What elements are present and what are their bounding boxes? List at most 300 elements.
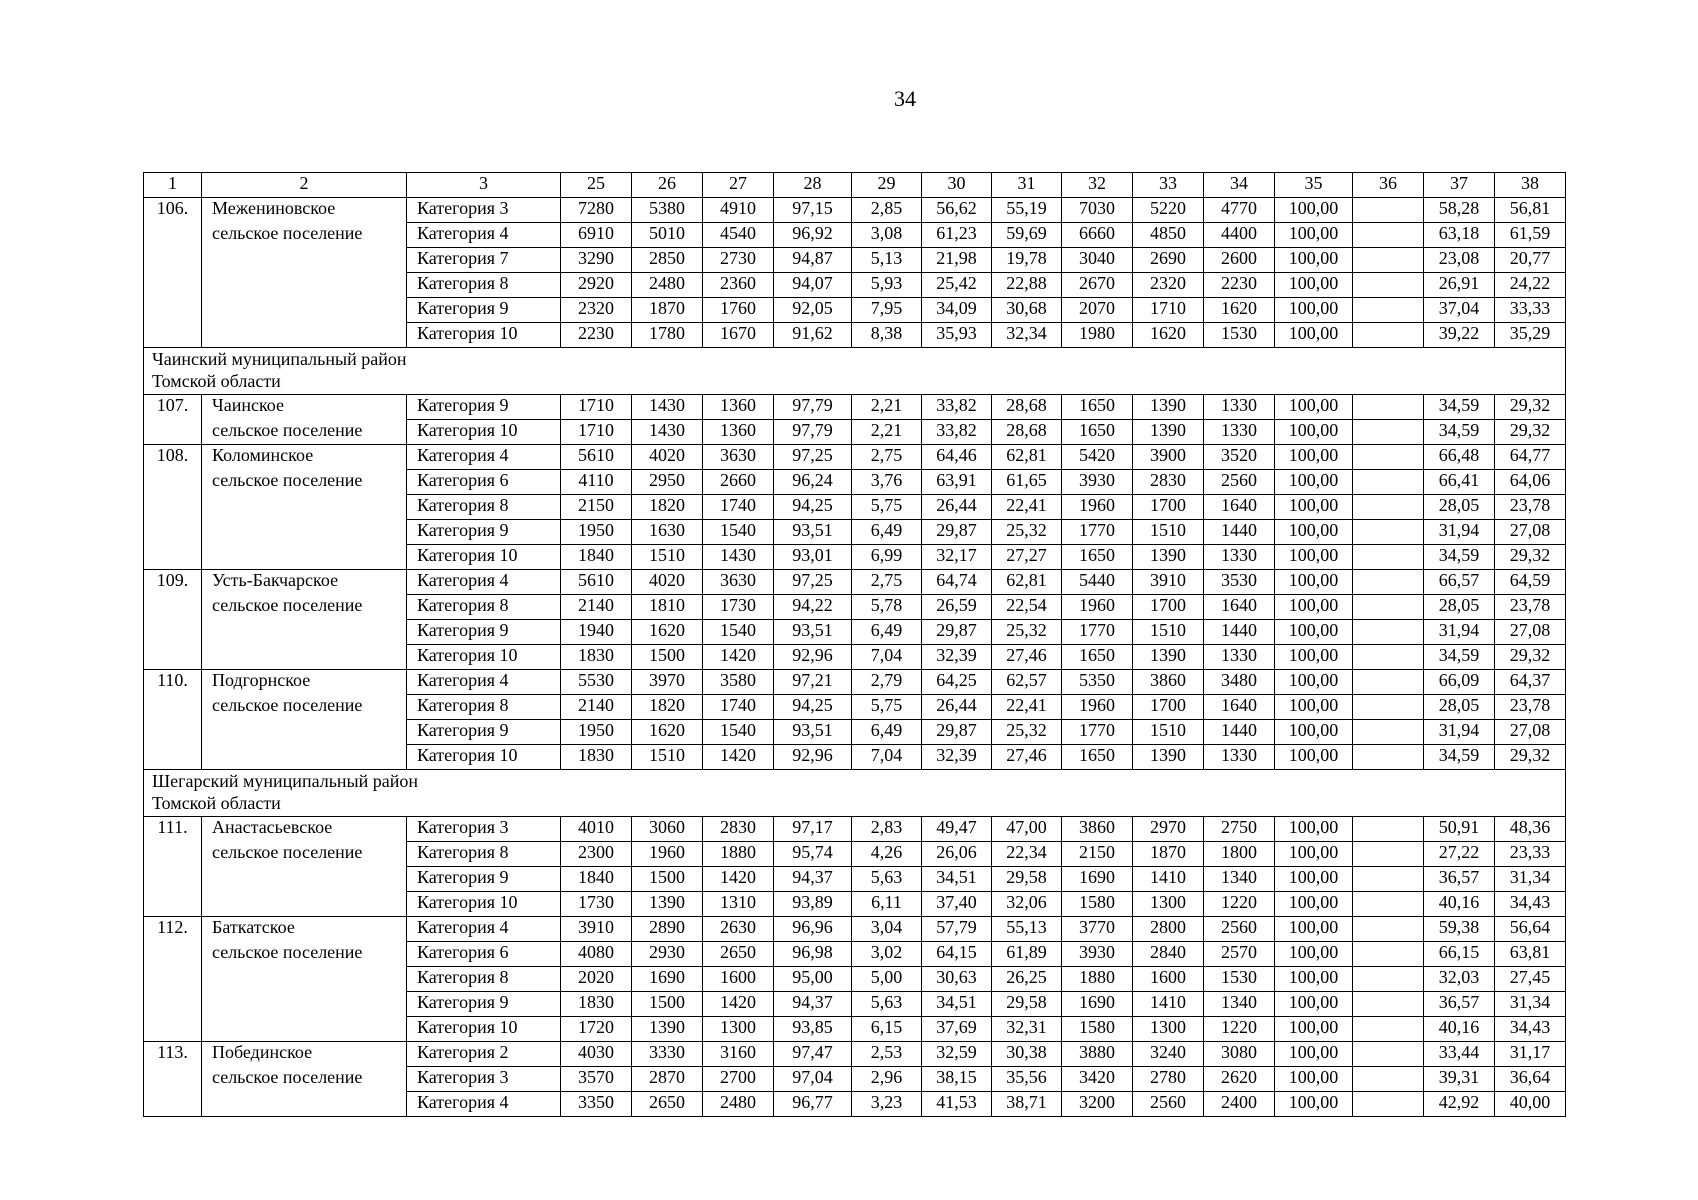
value-cell (1353, 867, 1424, 892)
table-row (144, 745, 1566, 770)
value-cell: 34,09 (922, 298, 992, 323)
value-cell (1353, 917, 1424, 942)
value-cell: 100,00 (1275, 298, 1353, 323)
settlement-name (202, 892, 407, 917)
value-cell: 100,00 (1275, 1067, 1353, 1092)
value-cell: 1690 (632, 967, 703, 992)
settlement-name: Подгорнское (202, 670, 407, 695)
table-row (144, 967, 1566, 992)
value-cell (1353, 720, 1424, 745)
settlement-name (202, 967, 407, 992)
value-cell: 56,64 (1495, 917, 1566, 942)
value-cell: 64,77 (1495, 445, 1566, 470)
value-cell: 1720 (561, 1017, 632, 1042)
category-cell: Категория 4 (407, 445, 561, 470)
value-cell: 2870 (632, 1067, 703, 1092)
value-cell: 29,32 (1495, 395, 1566, 420)
value-cell: 66,41 (1424, 470, 1495, 495)
value-cell: 59,38 (1424, 917, 1495, 942)
value-cell: 35,93 (922, 323, 992, 348)
settlement-name (202, 745, 407, 770)
settlement-number (144, 323, 202, 348)
value-cell: 42,92 (1424, 1092, 1495, 1117)
settlement-number (144, 1017, 202, 1042)
value-cell: 26,44 (922, 695, 992, 720)
value-cell: 100,00 (1275, 645, 1353, 670)
column-header: 33 (1133, 173, 1204, 198)
value-cell: 92,96 (774, 745, 852, 770)
value-cell: 36,64 (1495, 1067, 1566, 1092)
value-cell: 37,04 (1424, 298, 1495, 323)
value-cell: 100,00 (1275, 967, 1353, 992)
value-cell: 1700 (1133, 595, 1204, 620)
settlement-number (144, 1092, 202, 1117)
value-cell: 1390 (1133, 420, 1204, 445)
value-cell: 94,25 (774, 695, 852, 720)
settlement-number: 108. (144, 445, 202, 470)
settlement-name (202, 867, 407, 892)
value-cell: 34,59 (1424, 395, 1495, 420)
value-cell: 1840 (561, 867, 632, 892)
value-cell: 7,04 (852, 745, 922, 770)
value-cell (1353, 695, 1424, 720)
value-cell: 32,39 (922, 645, 992, 670)
value-cell: 1540 (703, 620, 774, 645)
table-row (144, 323, 1566, 348)
value-cell: 34,59 (1424, 645, 1495, 670)
value-cell: 28,05 (1424, 595, 1495, 620)
value-cell: 1420 (703, 867, 774, 892)
value-cell: 2830 (1133, 470, 1204, 495)
category-cell: Категория 3 (407, 198, 561, 223)
value-cell: 1540 (703, 520, 774, 545)
value-cell: 5530 (561, 670, 632, 695)
column-header: 28 (774, 173, 852, 198)
value-cell: 1840 (561, 545, 632, 570)
value-cell: 1830 (561, 745, 632, 770)
value-cell: 1770 (1062, 520, 1133, 545)
value-cell: 1650 (1062, 645, 1133, 670)
value-cell: 100,00 (1275, 817, 1353, 842)
value-cell: 26,59 (922, 595, 992, 620)
value-cell: 1810 (632, 595, 703, 620)
value-cell: 66,09 (1424, 670, 1495, 695)
district-row (144, 770, 1566, 817)
category-cell: Категория 6 (407, 942, 561, 967)
value-cell: 50,91 (1424, 817, 1495, 842)
value-cell: 27,22 (1424, 842, 1495, 867)
value-cell: 3,76 (852, 470, 922, 495)
value-cell: 1420 (703, 645, 774, 670)
value-cell: 27,27 (992, 545, 1062, 570)
value-cell: 4400 (1204, 223, 1275, 248)
value-cell: 5610 (561, 570, 632, 595)
category-cell: Категория 9 (407, 867, 561, 892)
value-cell: 2320 (1133, 273, 1204, 298)
value-cell: 2750 (1204, 817, 1275, 842)
category-cell: Категория 4 (407, 570, 561, 595)
category-cell: Категория 3 (407, 1067, 561, 1092)
value-cell: 2560 (1133, 1092, 1204, 1117)
value-cell: 100,00 (1275, 917, 1353, 942)
value-cell: 37,40 (922, 892, 992, 917)
value-cell: 27,08 (1495, 520, 1566, 545)
value-cell: 22,88 (992, 273, 1062, 298)
district-title-line: Шегарский муниципальный район (152, 771, 419, 791)
value-cell: 35,29 (1495, 323, 1566, 348)
value-cell: 1340 (1204, 992, 1275, 1017)
value-cell: 100,00 (1275, 842, 1353, 867)
table-row (144, 445, 1566, 470)
value-cell: 25,32 (992, 620, 1062, 645)
value-cell: 1330 (1204, 395, 1275, 420)
value-cell: 3060 (632, 817, 703, 842)
value-cell: 34,59 (1424, 420, 1495, 445)
table-row (144, 917, 1566, 942)
value-cell: 1670 (703, 323, 774, 348)
category-cell: Категория 8 (407, 842, 561, 867)
value-cell: 29,87 (922, 520, 992, 545)
category-cell: Категория 10 (407, 323, 561, 348)
value-cell (1353, 495, 1424, 520)
value-cell: 64,37 (1495, 670, 1566, 695)
settlement-name (202, 520, 407, 545)
value-cell: 22,34 (992, 842, 1062, 867)
value-cell: 5350 (1062, 670, 1133, 695)
value-cell: 100,00 (1275, 892, 1353, 917)
value-cell: 1870 (632, 298, 703, 323)
value-cell: 3570 (561, 1067, 632, 1092)
value-cell: 61,23 (922, 223, 992, 248)
value-cell: 2560 (1204, 470, 1275, 495)
value-cell: 1430 (632, 420, 703, 445)
value-cell: 1300 (1133, 1017, 1204, 1042)
value-cell: 1880 (703, 842, 774, 867)
settlement-number (144, 695, 202, 720)
value-cell: 100,00 (1275, 520, 1353, 545)
value-cell: 66,57 (1424, 570, 1495, 595)
value-cell: 1640 (1204, 495, 1275, 520)
value-cell: 3420 (1062, 1067, 1133, 1092)
value-cell: 1430 (632, 395, 703, 420)
settlement-name: сельское поселение (202, 595, 407, 620)
settlement-number (144, 520, 202, 545)
value-cell: 3040 (1062, 248, 1133, 273)
value-cell: 3630 (703, 445, 774, 470)
value-cell: 5220 (1133, 198, 1204, 223)
value-cell: 4020 (632, 445, 703, 470)
settlement-name (202, 298, 407, 323)
value-cell: 100,00 (1275, 495, 1353, 520)
value-cell: 2,75 (852, 570, 922, 595)
value-cell: 4010 (561, 817, 632, 842)
value-cell: 32,17 (922, 545, 992, 570)
value-cell: 1950 (561, 720, 632, 745)
category-cell: Категория 10 (407, 645, 561, 670)
category-cell: Категория 8 (407, 595, 561, 620)
value-cell: 3080 (1204, 1042, 1275, 1067)
value-cell: 39,31 (1424, 1067, 1495, 1092)
value-cell: 94,37 (774, 992, 852, 1017)
value-cell: 1700 (1133, 695, 1204, 720)
value-cell: 1760 (703, 298, 774, 323)
value-cell (1353, 645, 1424, 670)
table-row (144, 223, 1566, 248)
value-cell: 20,77 (1495, 248, 1566, 273)
value-cell: 5,13 (852, 248, 922, 273)
value-cell: 6,15 (852, 1017, 922, 1042)
value-cell: 1530 (1204, 323, 1275, 348)
value-cell: 63,18 (1424, 223, 1495, 248)
table-row (144, 942, 1566, 967)
value-cell: 2970 (1133, 817, 1204, 842)
value-cell: 1390 (632, 1017, 703, 1042)
value-cell: 97,79 (774, 420, 852, 445)
settlement-number (144, 942, 202, 967)
table-row (144, 298, 1566, 323)
table-row (144, 570, 1566, 595)
value-cell: 3900 (1133, 445, 1204, 470)
value-cell: 100,00 (1275, 223, 1353, 248)
value-cell: 3880 (1062, 1042, 1133, 1067)
value-cell: 64,25 (922, 670, 992, 695)
value-cell: 37,69 (922, 1017, 992, 1042)
value-cell: 64,46 (922, 445, 992, 470)
settlement-number (144, 298, 202, 323)
value-cell: 4540 (703, 223, 774, 248)
value-cell: 40,00 (1495, 1092, 1566, 1117)
value-cell: 100,00 (1275, 545, 1353, 570)
value-cell: 1620 (632, 620, 703, 645)
settlement-name: сельское поселение (202, 695, 407, 720)
column-header: 38 (1495, 173, 1566, 198)
value-cell: 91,62 (774, 323, 852, 348)
value-cell: 1440 (1204, 720, 1275, 745)
value-cell: 2,85 (852, 198, 922, 223)
value-cell: 100,00 (1275, 248, 1353, 273)
value-cell: 100,00 (1275, 445, 1353, 470)
column-header: 26 (632, 173, 703, 198)
table-row (144, 273, 1566, 298)
value-cell: 2,21 (852, 420, 922, 445)
value-cell: 100,00 (1275, 470, 1353, 495)
value-cell: 2700 (703, 1067, 774, 1092)
category-cell: Категория 9 (407, 992, 561, 1017)
value-cell: 32,39 (922, 745, 992, 770)
settlement-name (202, 323, 407, 348)
value-cell (1353, 992, 1424, 1017)
value-cell: 29,58 (992, 867, 1062, 892)
category-cell: Категория 8 (407, 495, 561, 520)
value-cell: 1600 (1133, 967, 1204, 992)
value-cell: 59,69 (992, 223, 1062, 248)
value-cell: 5010 (632, 223, 703, 248)
value-cell: 1960 (1062, 695, 1133, 720)
value-cell: 23,08 (1424, 248, 1495, 273)
settlement-number (144, 620, 202, 645)
settlement-name (202, 273, 407, 298)
table-row (144, 1092, 1566, 1117)
value-cell: 93,51 (774, 720, 852, 745)
settlement-name: Анастасьевское (202, 817, 407, 842)
table-row (144, 595, 1566, 620)
value-cell: 1710 (561, 420, 632, 445)
value-cell: 100,00 (1275, 670, 1353, 695)
column-header: 32 (1062, 173, 1133, 198)
value-cell: 63,81 (1495, 942, 1566, 967)
value-cell: 1410 (1133, 867, 1204, 892)
value-cell: 64,15 (922, 942, 992, 967)
value-cell: 29,87 (922, 620, 992, 645)
value-cell: 31,34 (1495, 992, 1566, 1017)
settlement-number (144, 745, 202, 770)
settlement-number: 111. (144, 817, 202, 842)
category-cell: Категория 10 (407, 745, 561, 770)
value-cell: 30,63 (922, 967, 992, 992)
value-cell: 1960 (1062, 495, 1133, 520)
value-cell (1353, 198, 1424, 223)
value-cell: 97,25 (774, 445, 852, 470)
settlement-number (144, 595, 202, 620)
settlement-name: Баткатское (202, 917, 407, 942)
value-cell: 100,00 (1275, 273, 1353, 298)
value-cell (1353, 620, 1424, 645)
value-cell: 96,77 (774, 1092, 852, 1117)
value-cell: 39,22 (1424, 323, 1495, 348)
value-cell: 2930 (632, 942, 703, 967)
value-cell: 29,87 (922, 720, 992, 745)
value-cell: 7280 (561, 198, 632, 223)
table-row (144, 695, 1566, 720)
value-cell: 29,32 (1495, 545, 1566, 570)
settlement-name: Побединское (202, 1042, 407, 1067)
value-cell: 2150 (1062, 842, 1133, 867)
column-header: 34 (1204, 173, 1275, 198)
value-cell: 3930 (1062, 470, 1133, 495)
settlement-number (144, 720, 202, 745)
table-row (144, 395, 1566, 420)
value-cell: 3910 (561, 917, 632, 942)
value-cell: 26,06 (922, 842, 992, 867)
value-cell: 2360 (703, 273, 774, 298)
value-cell: 1300 (703, 1017, 774, 1042)
value-cell: 4080 (561, 942, 632, 967)
value-cell: 23,78 (1495, 495, 1566, 520)
value-cell (1353, 273, 1424, 298)
value-cell: 1640 (1204, 695, 1275, 720)
value-cell: 97,25 (774, 570, 852, 595)
value-cell: 93,51 (774, 620, 852, 645)
category-cell: Категория 8 (407, 967, 561, 992)
value-cell: 64,06 (1495, 470, 1566, 495)
value-cell: 30,38 (992, 1042, 1062, 1067)
value-cell: 34,43 (1495, 1017, 1566, 1042)
value-cell: 1330 (1204, 420, 1275, 445)
column-header: 29 (852, 173, 922, 198)
value-cell: 3160 (703, 1042, 774, 1067)
value-cell: 2690 (1133, 248, 1204, 273)
value-cell: 28,68 (992, 420, 1062, 445)
value-cell: 1630 (632, 520, 703, 545)
value-cell: 2650 (703, 942, 774, 967)
value-cell: 2140 (561, 695, 632, 720)
value-cell (1353, 570, 1424, 595)
value-cell: 1390 (1133, 645, 1204, 670)
value-cell (1353, 545, 1424, 570)
value-cell: 36,57 (1424, 992, 1495, 1017)
value-cell: 93,89 (774, 892, 852, 917)
value-cell: 2020 (561, 967, 632, 992)
table-row (144, 1067, 1566, 1092)
value-cell: 1650 (1062, 545, 1133, 570)
value-cell: 93,01 (774, 545, 852, 570)
value-cell: 95,74 (774, 842, 852, 867)
table-row (144, 842, 1566, 867)
category-cell: Категория 9 (407, 298, 561, 323)
value-cell: 26,44 (922, 495, 992, 520)
value-cell: 1300 (1133, 892, 1204, 917)
category-cell: Категория 3 (407, 817, 561, 842)
value-cell: 4020 (632, 570, 703, 595)
value-cell: 5,78 (852, 595, 922, 620)
value-cell: 25,42 (922, 273, 992, 298)
value-cell: 1510 (632, 545, 703, 570)
settlement-name: сельское поселение (202, 223, 407, 248)
value-cell: 2,75 (852, 445, 922, 470)
value-cell: 34,59 (1424, 745, 1495, 770)
value-cell (1353, 817, 1424, 842)
settlement-number (144, 420, 202, 445)
value-cell: 5,00 (852, 967, 922, 992)
settlement-number (144, 1067, 202, 1092)
value-cell: 34,51 (922, 992, 992, 1017)
value-cell: 2300 (561, 842, 632, 867)
value-cell: 66,15 (1424, 942, 1495, 967)
value-cell: 97,79 (774, 395, 852, 420)
value-cell: 29,32 (1495, 645, 1566, 670)
value-cell: 28,68 (992, 395, 1062, 420)
category-cell: Категория 4 (407, 223, 561, 248)
value-cell: 1770 (1062, 620, 1133, 645)
page-number: 34 (894, 86, 916, 111)
settlement-name: Межениновское (202, 198, 407, 223)
settlement-name (202, 248, 407, 273)
settlement-number: 107. (144, 395, 202, 420)
value-cell: 6910 (561, 223, 632, 248)
value-cell: 6,49 (852, 620, 922, 645)
value-cell: 100,00 (1275, 1092, 1353, 1117)
value-cell: 8,38 (852, 323, 922, 348)
value-cell: 5420 (1062, 445, 1133, 470)
value-cell: 97,47 (774, 1042, 852, 1067)
district-title (144, 348, 1566, 395)
value-cell: 1620 (632, 720, 703, 745)
settlement-name (202, 645, 407, 670)
table-row (144, 992, 1566, 1017)
value-cell: 27,46 (992, 745, 1062, 770)
table-row (144, 620, 1566, 645)
value-cell: 6,49 (852, 520, 922, 545)
value-cell: 1600 (703, 967, 774, 992)
value-cell: 49,47 (922, 817, 992, 842)
value-cell: 1880 (1062, 967, 1133, 992)
value-cell: 1690 (1062, 992, 1133, 1017)
value-cell: 2840 (1133, 942, 1204, 967)
value-cell: 7030 (1062, 198, 1133, 223)
value-cell: 100,00 (1275, 867, 1353, 892)
value-cell: 32,34 (992, 323, 1062, 348)
column-header: 36 (1353, 173, 1424, 198)
